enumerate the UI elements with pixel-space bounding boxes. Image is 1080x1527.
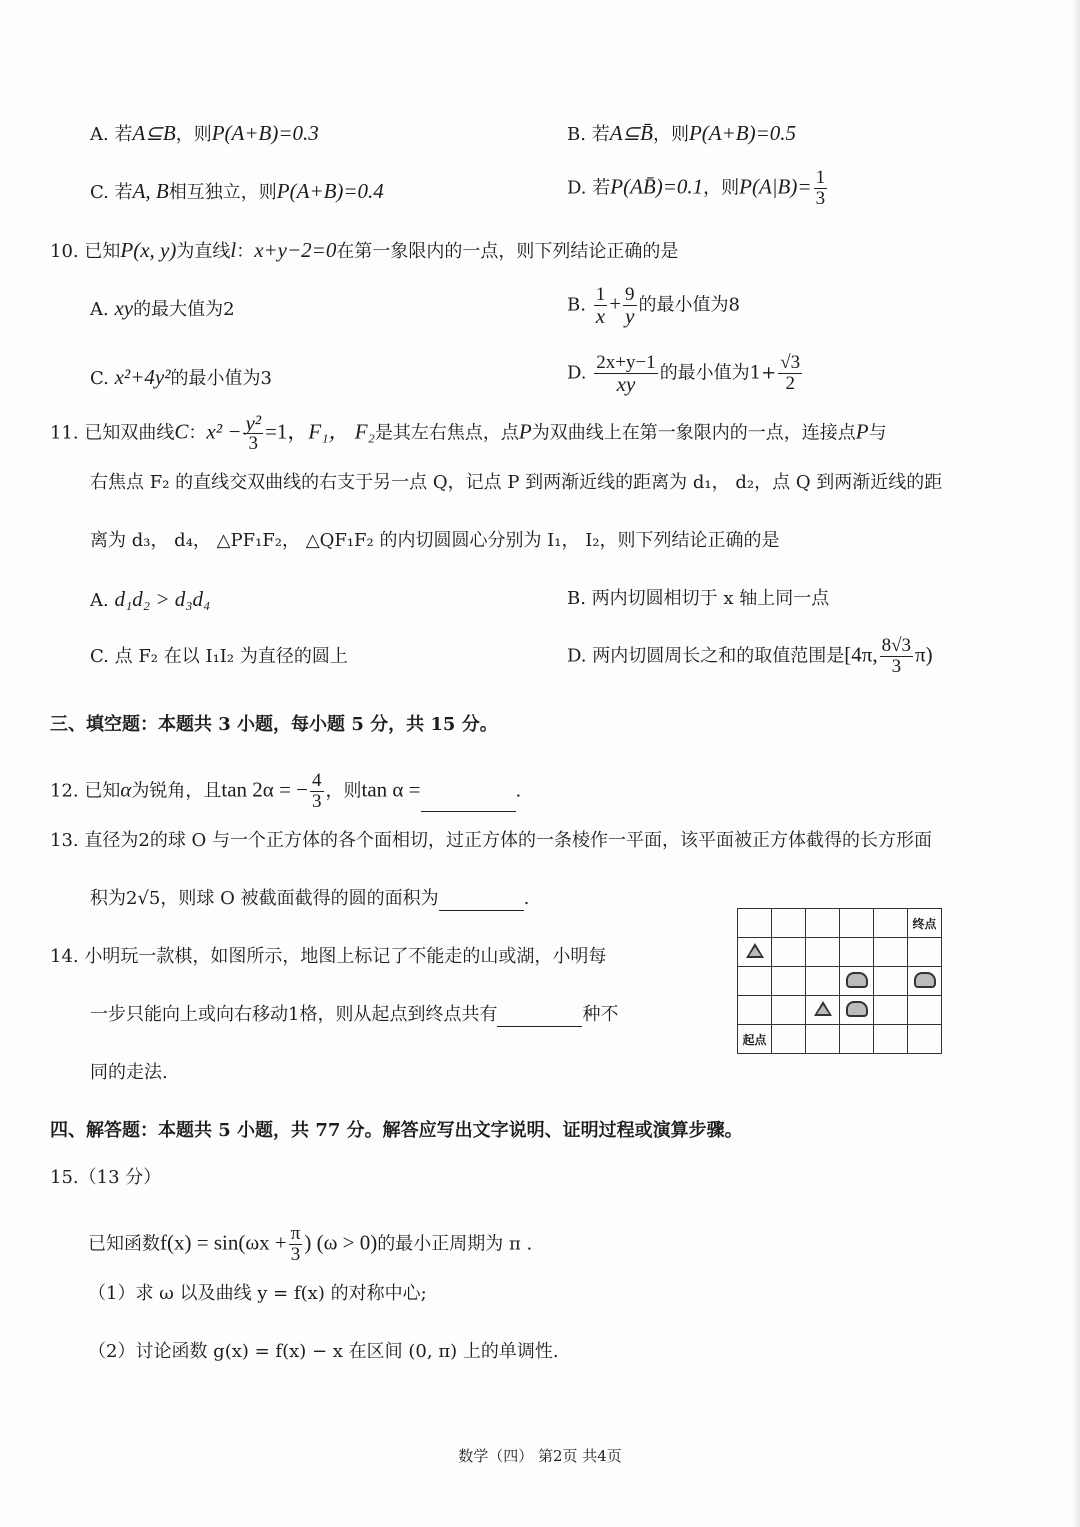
mountain-icon: [746, 943, 764, 958]
q10-option-a: A. xy的最大值为2: [90, 296, 235, 320]
q15-part-1: （1）求 ω 以及曲线 y = f(x) 的对称中心;: [88, 1283, 427, 1304]
mountain-icon: [814, 1001, 832, 1016]
q9-option-a: A. 若A⊆B，则P(A+B)=0.3: [90, 121, 319, 145]
q13-answer-blank[interactable]: [439, 892, 524, 911]
end-label: 终点: [908, 909, 942, 938]
q14-answer-blank[interactable]: [497, 1008, 582, 1027]
q9-option-c: C. 若A, B相互独立，则P(A+B)=0.4: [90, 179, 384, 203]
q9-option-b: B. 若A⊆B̄，则P(A+B)=0.5: [567, 121, 797, 145]
page-edge-shadow: [1072, 0, 1080, 1527]
chess-map-grid: [737, 908, 942, 1054]
lake-icon: [846, 972, 868, 988]
section-3-heading: 三、填空题：本题共 3 小题，每小题 5 分，共 15 分。: [50, 714, 498, 735]
q15-header: 15.（13 分）: [50, 1167, 162, 1188]
section-4-heading: 四、解答题：本题共 5 小题，共 77 分。解答应写出文字说明、证明过程或演算步骤。: [50, 1120, 743, 1141]
q12: 12. 已知α为锐角，且tan 2α = − $\frac{4}{3}$ ，则tan α = .: [50, 770, 522, 812]
q14-line1: 14. 小明玩一款棋，如图所示，地图上标记了不能走的山或湖，小明每: [50, 946, 607, 967]
q10-stem: 10. 已知P(x, y)为直线l：x+y−2=0在第一象限内的一点，则下列结论正确的是: [50, 238, 679, 262]
q9-option-d: D. 若P(AB̄)=0.1，则P(A|B)= $\frac{1}{3}$: [567, 167, 826, 209]
start-label: 起点: [738, 1025, 772, 1054]
q13-line1: 13. 直径为2的球 O 与一个正方体的各个面相切，过正方体的一条棱作一平面，该平面被正方体截得的长方形面: [50, 830, 933, 851]
q11-stem: 11. 已知双曲线C：x² − $\frac{\text{y²}}{3}$ =1，F₁， F₂是其左右焦点，点P为双曲线上在第一象限内的一点，连接点P与: [50, 411, 887, 454]
q14-line2: 一步只能向上或向右移动1格，则从起点到终点共有 种不: [90, 1004, 619, 1025]
q10-option-d: D. $\frac{2x+y-1}{xy}$ 的最小值为1+ $\frac{√3}{2}$: [567, 352, 801, 396]
q11-line2: 右焦点 F₂ 的直线交双曲线的右支于另一点 Q，记点 P 到两渐近线的距离为 d₁， d₂，点 Q 到两渐近线的距: [90, 472, 943, 493]
q15-part-2: （2）讨论函数 g(x) = f(x) − x 在区间 (0, π) 上的单调性.: [88, 1341, 559, 1362]
q11-option-c: C. 点 F₂ 在以 I₁I₂ 为直径的圆上: [90, 646, 348, 667]
q10-option-b: B. $\frac{1}{x}$ + $\frac{9}{y}$ 的最小值为8: [567, 284, 740, 328]
q11-option-d: D. 两内切圆周长之和的取值范围是[4π, $\frac{8√3}{3}$ π): [567, 635, 933, 677]
lake-icon: [846, 1001, 868, 1017]
q11-option-a: A. d₁d₂ > d₃d₄: [90, 587, 211, 611]
q13-line2: 积为2√5，则球 O 被截面截得的圆的面积为 .: [90, 888, 530, 909]
lake-icon: [914, 972, 936, 988]
page-footer: 数学（四） 第2页 共4页: [458, 1447, 622, 1465]
q11-option-b: B. 两内切圆相切于 x 轴上同一点: [567, 588, 830, 609]
q15-stem: 已知函数f(x) = sin(ωx + $\frac{\pi}{3}$ ) (ω > 0)的最小正周期为 π .: [88, 1223, 533, 1265]
q10-option-c: C. x²+4y²的最小值为3: [90, 365, 272, 389]
q14-line3: 同的走法.: [90, 1062, 168, 1083]
q11-line3: 离为 d₃， d₄， △PF₁F₂， △QF₁F₂ 的内切圆圆心分别为 I₁， I₂，则下列结论正确的是: [90, 530, 780, 551]
q12-answer-blank[interactable]: [421, 793, 516, 812]
